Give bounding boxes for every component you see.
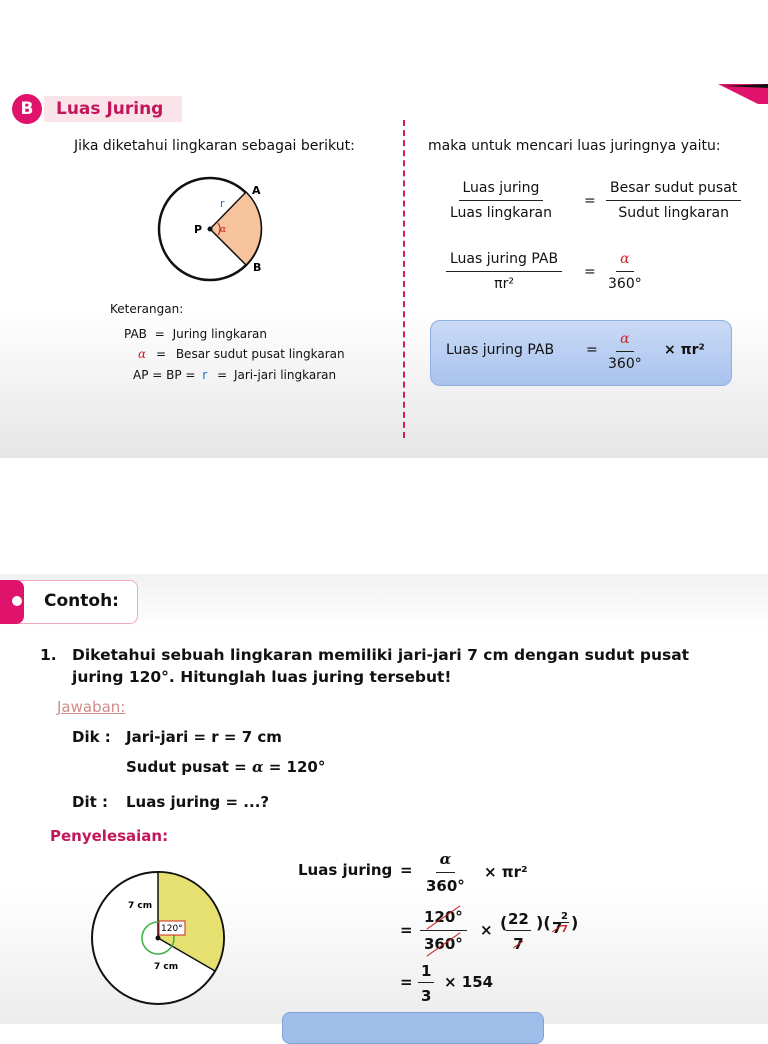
keterangan-term: AP = BP = bbox=[133, 368, 196, 382]
fraction-luas-juring-pab-over-pi-r2 bbox=[446, 251, 562, 292]
radius-label-bottom: 7 cm bbox=[154, 962, 179, 972]
denominator: 360° bbox=[424, 935, 463, 953]
fraction-alpha-over-360 bbox=[426, 850, 465, 895]
denominator: 360° bbox=[608, 276, 642, 292]
corner-ribbon bbox=[718, 84, 768, 110]
numerator: 22 bbox=[506, 910, 531, 931]
intro-left-text: Jika diketahui lingkaran sebagai berikut: bbox=[74, 138, 355, 154]
label-alpha: α bbox=[220, 225, 227, 235]
fraction-alpha-over-360 bbox=[608, 331, 642, 372]
equals-sign: = bbox=[584, 264, 596, 280]
label-b: B bbox=[253, 261, 262, 274]
dik-line-2 bbox=[126, 758, 325, 776]
keterangan-desc: Juring lingkaran bbox=[172, 327, 267, 341]
keterangan-row-2 bbox=[138, 347, 345, 361]
question-line-1: Diketahui sebuah lingkaran memiliki jari-jari 7 cm dengan sudut pusat bbox=[72, 646, 690, 664]
question-line-2: juring 120°. Hitunglah luas juring tersebut! bbox=[72, 668, 452, 686]
label-a: A bbox=[252, 184, 261, 197]
intro-right-text: maka untuk mencari luas juringnya yaitu: bbox=[428, 138, 721, 154]
keterangan-var: r bbox=[202, 368, 208, 382]
keterangan-eq: = bbox=[155, 347, 166, 361]
penyelesaian-label: Penyelesaian: bbox=[50, 827, 169, 845]
keterangan-term: PAB bbox=[124, 327, 147, 341]
solution-tail: × πr² bbox=[484, 863, 528, 881]
fraction-luas-juring-over-luas-lingkaran bbox=[450, 180, 552, 221]
formula-box-tail: × πr² bbox=[664, 342, 705, 358]
numerator: α bbox=[616, 331, 633, 352]
fraction-22-over-7 bbox=[506, 910, 531, 953]
denominator: 3 bbox=[421, 987, 432, 1005]
bullet-dot-icon bbox=[12, 596, 22, 606]
denominator: Sudut lingkaran bbox=[618, 205, 729, 221]
fraction-1-over-3 bbox=[418, 962, 434, 1005]
fraction-sudut-pusat-over-sudut-lingkaran bbox=[606, 180, 741, 221]
numerator: α bbox=[616, 251, 633, 272]
solution-left: Luas juring bbox=[298, 861, 393, 879]
section-badge: B bbox=[12, 94, 42, 124]
denominator: 360° bbox=[426, 877, 465, 895]
label-p: P bbox=[194, 223, 203, 236]
paren-close-open: )( bbox=[536, 913, 551, 932]
dik-line-1: Jari-jari = r = 7 cm bbox=[126, 728, 282, 746]
denominator: πr² bbox=[494, 276, 514, 292]
sector-diagram-120 bbox=[88, 868, 228, 1008]
equals-sign: = bbox=[586, 342, 598, 358]
denominator: Luas lingkaran bbox=[450, 205, 552, 221]
denominator: 7 bbox=[561, 924, 568, 935]
keterangan-eq: = bbox=[154, 327, 165, 341]
denominator: 7 bbox=[513, 935, 524, 953]
question-number: 1. bbox=[40, 646, 57, 664]
result-box-partial bbox=[282, 1012, 544, 1044]
center-point bbox=[208, 227, 213, 232]
keterangan-desc: Jari-jari lingkaran bbox=[233, 368, 337, 382]
numerator: Luas juring bbox=[459, 180, 544, 201]
keterangan-row-3 bbox=[133, 368, 336, 382]
label-r: r bbox=[220, 197, 225, 210]
dik-line-2-alpha: α bbox=[251, 758, 264, 776]
sector-diagram-pab bbox=[150, 172, 280, 292]
contoh-label: Contoh: bbox=[44, 591, 119, 611]
angle-label: 120° bbox=[161, 924, 183, 934]
numerator: Besar sudut pusat bbox=[606, 180, 741, 201]
radius-label-top: 7 cm bbox=[128, 901, 153, 911]
equals-sign: = bbox=[584, 193, 596, 209]
keterangan-desc: Besar sudut pusat lingkaran bbox=[175, 347, 345, 361]
keterangan-term: α bbox=[138, 347, 147, 361]
numerator: 1 bbox=[418, 962, 434, 983]
small-fraction bbox=[560, 911, 569, 935]
numerator: Luas juring PAB bbox=[446, 251, 562, 272]
denominator: 360° bbox=[608, 356, 642, 372]
numerator: 120° bbox=[424, 908, 463, 926]
fraction-120-over-360 bbox=[420, 908, 467, 953]
dit-label: Dit : bbox=[72, 793, 108, 811]
dashed-divider bbox=[403, 120, 405, 438]
times-sign: × bbox=[480, 921, 493, 939]
dik-line-2-pre: Sudut pusat = bbox=[126, 758, 247, 776]
radius-value: 7 bbox=[552, 919, 563, 937]
section-title: Luas Juring bbox=[44, 96, 182, 122]
paren-open: ( bbox=[500, 913, 508, 932]
formula-box-left: Luas juring PAB bbox=[446, 342, 555, 358]
dik-line-2-post: = 120° bbox=[268, 758, 326, 776]
dit-text: Luas juring = ...? bbox=[126, 793, 270, 811]
numerator: 2 bbox=[561, 911, 568, 922]
fraction-alpha-over-360 bbox=[608, 251, 642, 292]
keterangan-eq: = bbox=[217, 368, 228, 382]
keterangan-heading: Keterangan: bbox=[110, 302, 184, 316]
paren-close: ) bbox=[571, 913, 579, 932]
dik-label: Dik : bbox=[72, 728, 111, 746]
keterangan-row-1 bbox=[124, 327, 267, 341]
jawaban-label: Jawaban: bbox=[57, 698, 126, 716]
equals-sign: = bbox=[400, 861, 413, 879]
equals-sign: = bbox=[400, 973, 413, 991]
numerator: α bbox=[436, 850, 456, 873]
equals-sign: = bbox=[400, 921, 413, 939]
solution-step3-tail: × 154 bbox=[444, 973, 494, 991]
